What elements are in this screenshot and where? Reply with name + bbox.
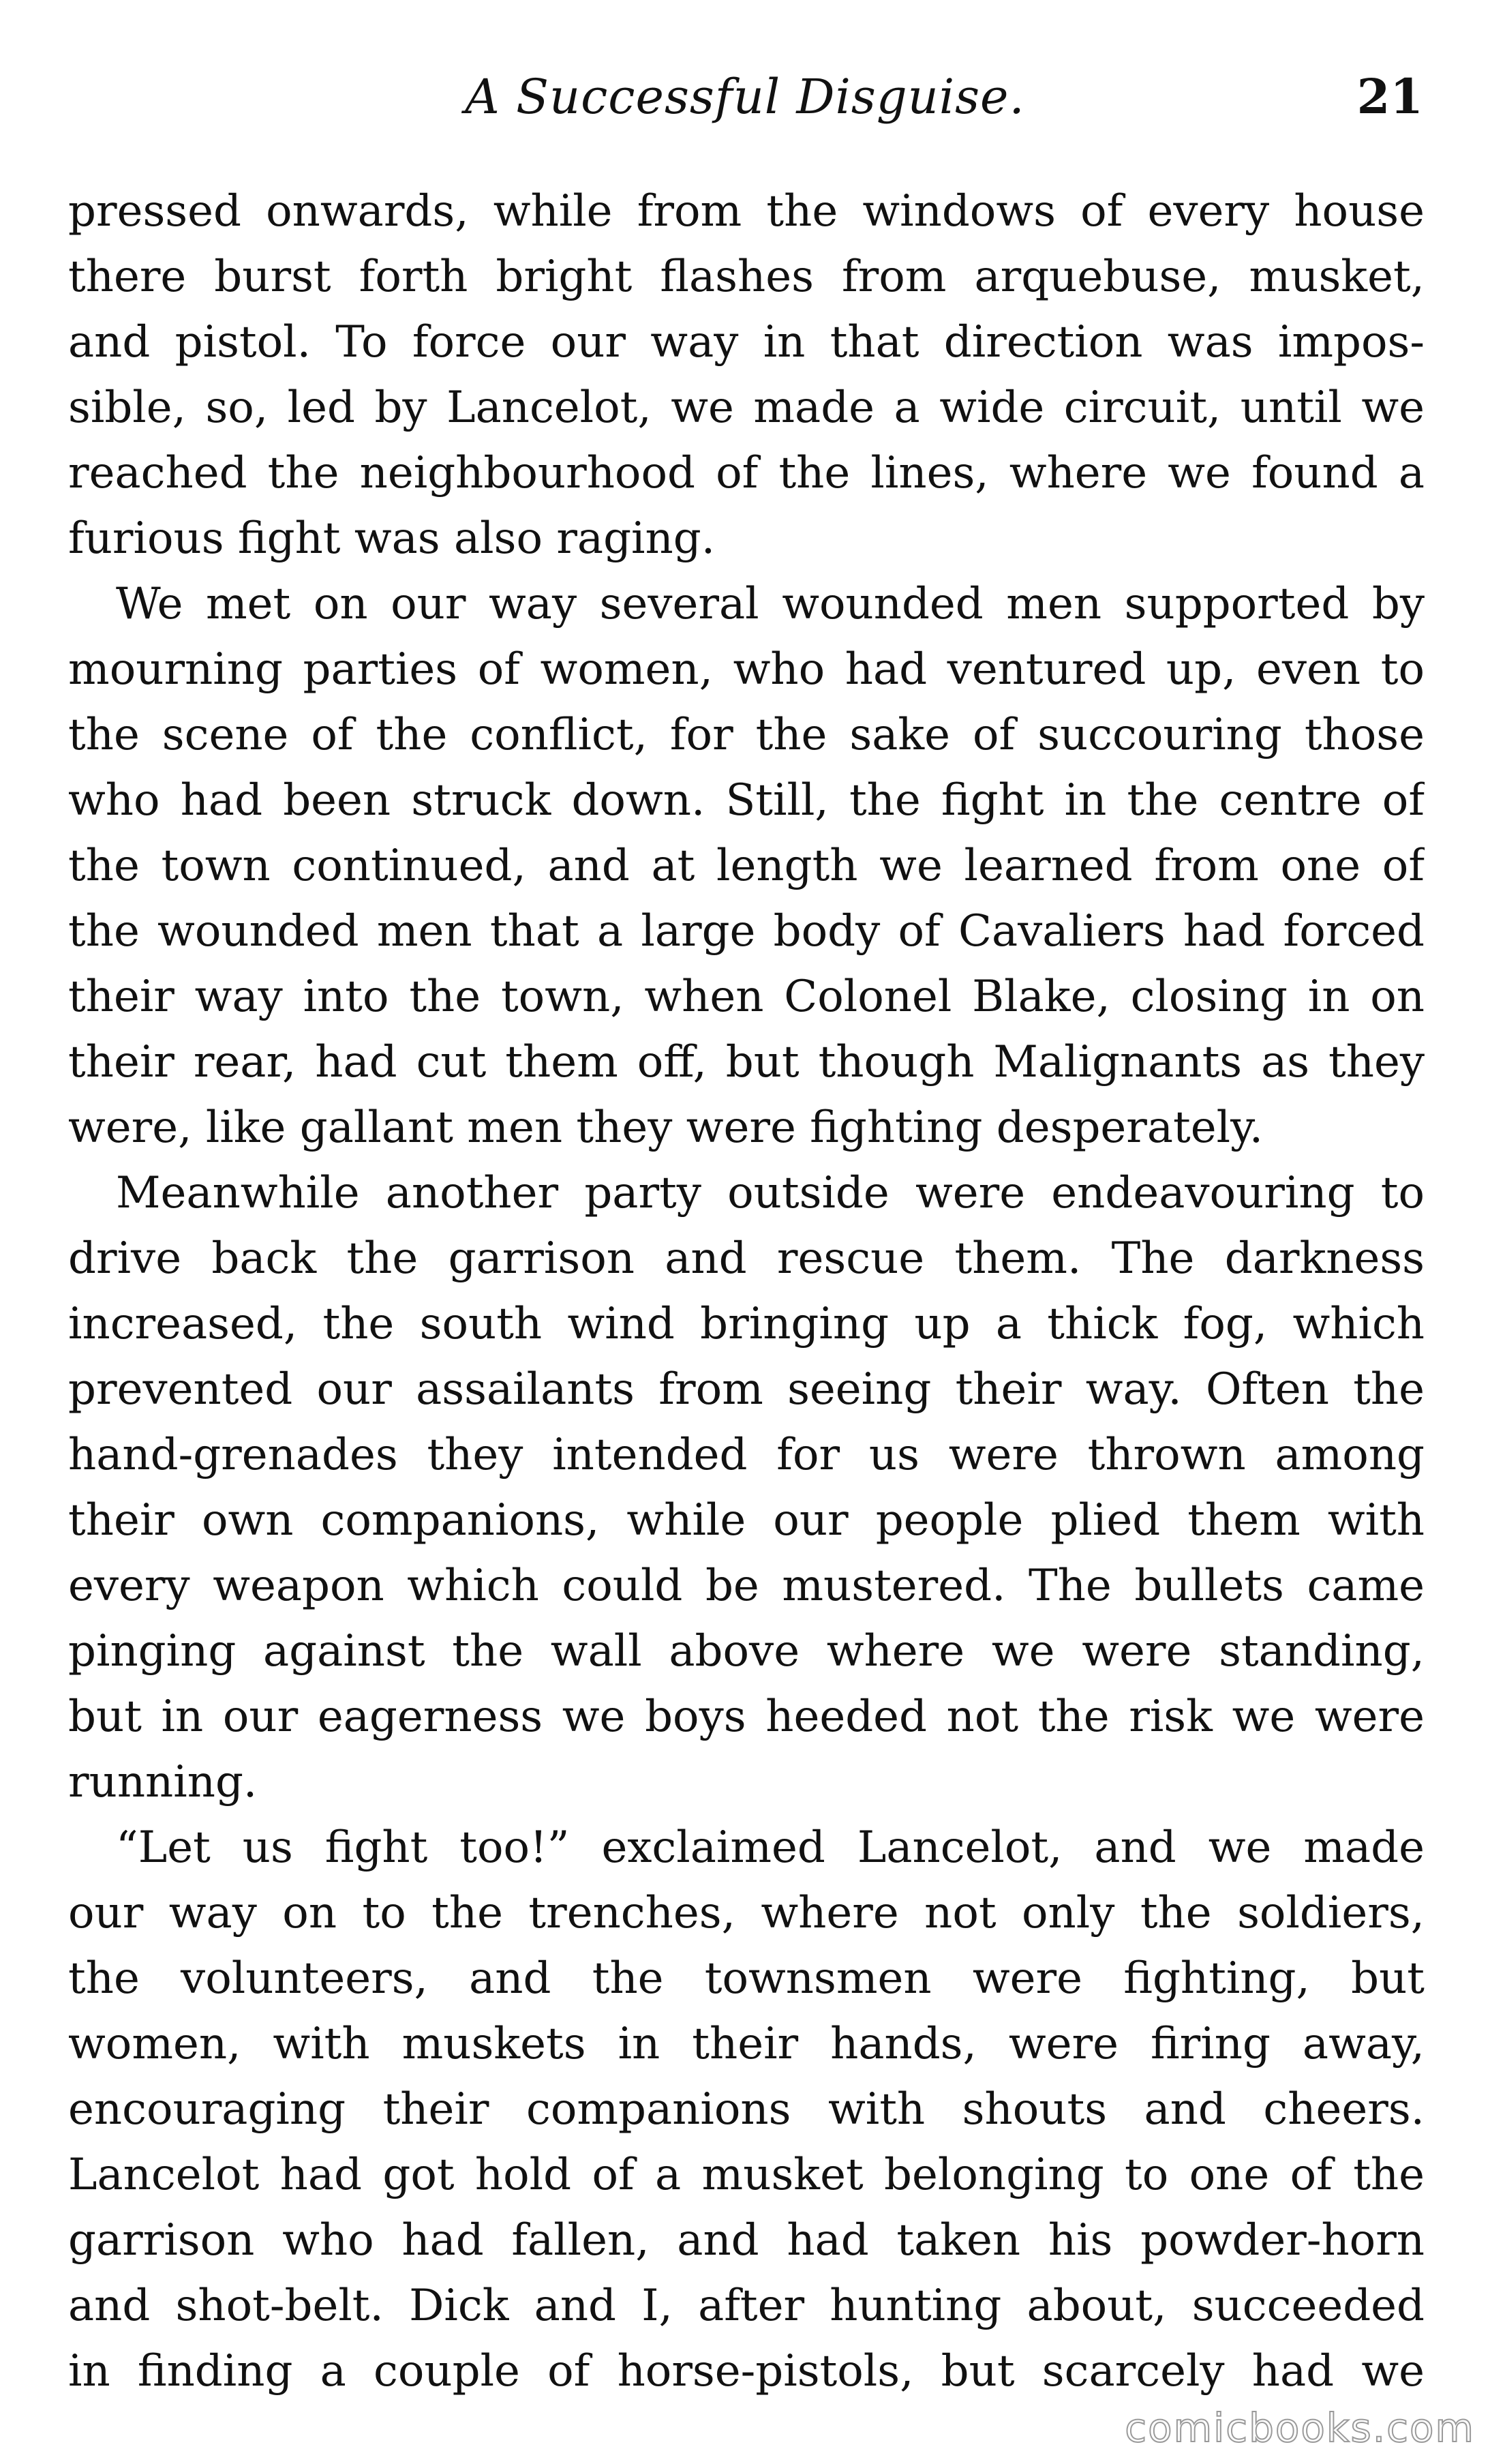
text-line: there burst forth bright flashes from arquebuse, musket, (68, 252, 1425, 302)
text-line: the volunteers, and the townsmen were fighting, but (68, 1953, 1425, 2004)
text-line: our way on to the trenches, where not only the soldiers, (68, 1888, 1425, 1938)
text-line: the town continued, and at length we learned from one of (68, 841, 1425, 891)
watermark: comicbooks.com (1125, 2405, 1475, 2451)
text-line: the scene of the conflict, for the sake of succouring those (68, 710, 1425, 760)
text-line: hand-grenades they intended for us were thrown among (68, 1430, 1425, 1480)
text-line: mourning parties of women, who had ventured up, even to (68, 644, 1425, 695)
text-line: their rear, had cut them off, but though Malignants as they (68, 1037, 1425, 1087)
text-line: “Let us fight too!” exclaimed Lancelot, and we made (116, 1822, 1425, 1873)
text-line: Lancelot had got hold of a musket belonging to one of the (68, 2150, 1425, 2200)
text-line: encouraging their companions with shouts and cheers. (68, 2084, 1425, 2135)
body-text (68, 179, 1425, 2404)
text-line: and pistol. To force our way in that direction was impos- (68, 317, 1425, 367)
page-number: 21 (1356, 68, 1423, 125)
text-line: their own companions, while our people plied them with (68, 1495, 1425, 1546)
text-line: were, like gallant men they were fighting desperately. (68, 1102, 1264, 1153)
text-line: but in our eagerness we boys heeded not the risk we were (68, 1692, 1425, 1742)
text-line: sible, so, led by Lancelot, we made a wide circuit, until we (68, 382, 1425, 433)
text-line: running. (68, 1757, 258, 1807)
text-line: prevented our assailants from seeing their way. Often the (68, 1364, 1425, 1415)
text-line: their way into the town, when Colonel Blake, closing in on (68, 972, 1425, 1022)
text-line: reached the neighbourhood of the lines, where we found a (68, 448, 1425, 498)
running-head (67, 63, 1423, 138)
text-line: pinging against the wall above where we were standing, (68, 1626, 1425, 1677)
chapter-title: A Successful Disguise. (465, 69, 1025, 125)
text-line: Meanwhile another party outside were endeavouring to (116, 1168, 1425, 1218)
text-line: increased, the south wind bringing up a thick fog, which (68, 1299, 1425, 1349)
text-line: furious fight was also raging. (68, 513, 716, 564)
text-line: women, with muskets in their hands, were firing away, (68, 2019, 1425, 2069)
text-line: in finding a couple of horse-pistols, but scarcely had we (68, 2346, 1425, 2397)
text-line: We met on our way several wounded men supported by (116, 579, 1425, 629)
text-line: who had been struck down. Still, the fight in the centre of (68, 775, 1425, 826)
text-line: the wounded men that a large body of Cavaliers had forced (68, 906, 1425, 957)
text-line: and shot-belt. Dick and I, after hunting about, succeeded (68, 2281, 1425, 2331)
text-line: drive back the garrison and rescue them. The darkness (68, 1233, 1425, 1284)
text-line: pressed onwards, while from the windows of every house (68, 186, 1425, 237)
text-line: garrison who had fallen, and had taken his powder-horn (68, 2215, 1425, 2266)
text-line: every weapon which could be mustered. The bullets came (68, 1561, 1425, 1611)
